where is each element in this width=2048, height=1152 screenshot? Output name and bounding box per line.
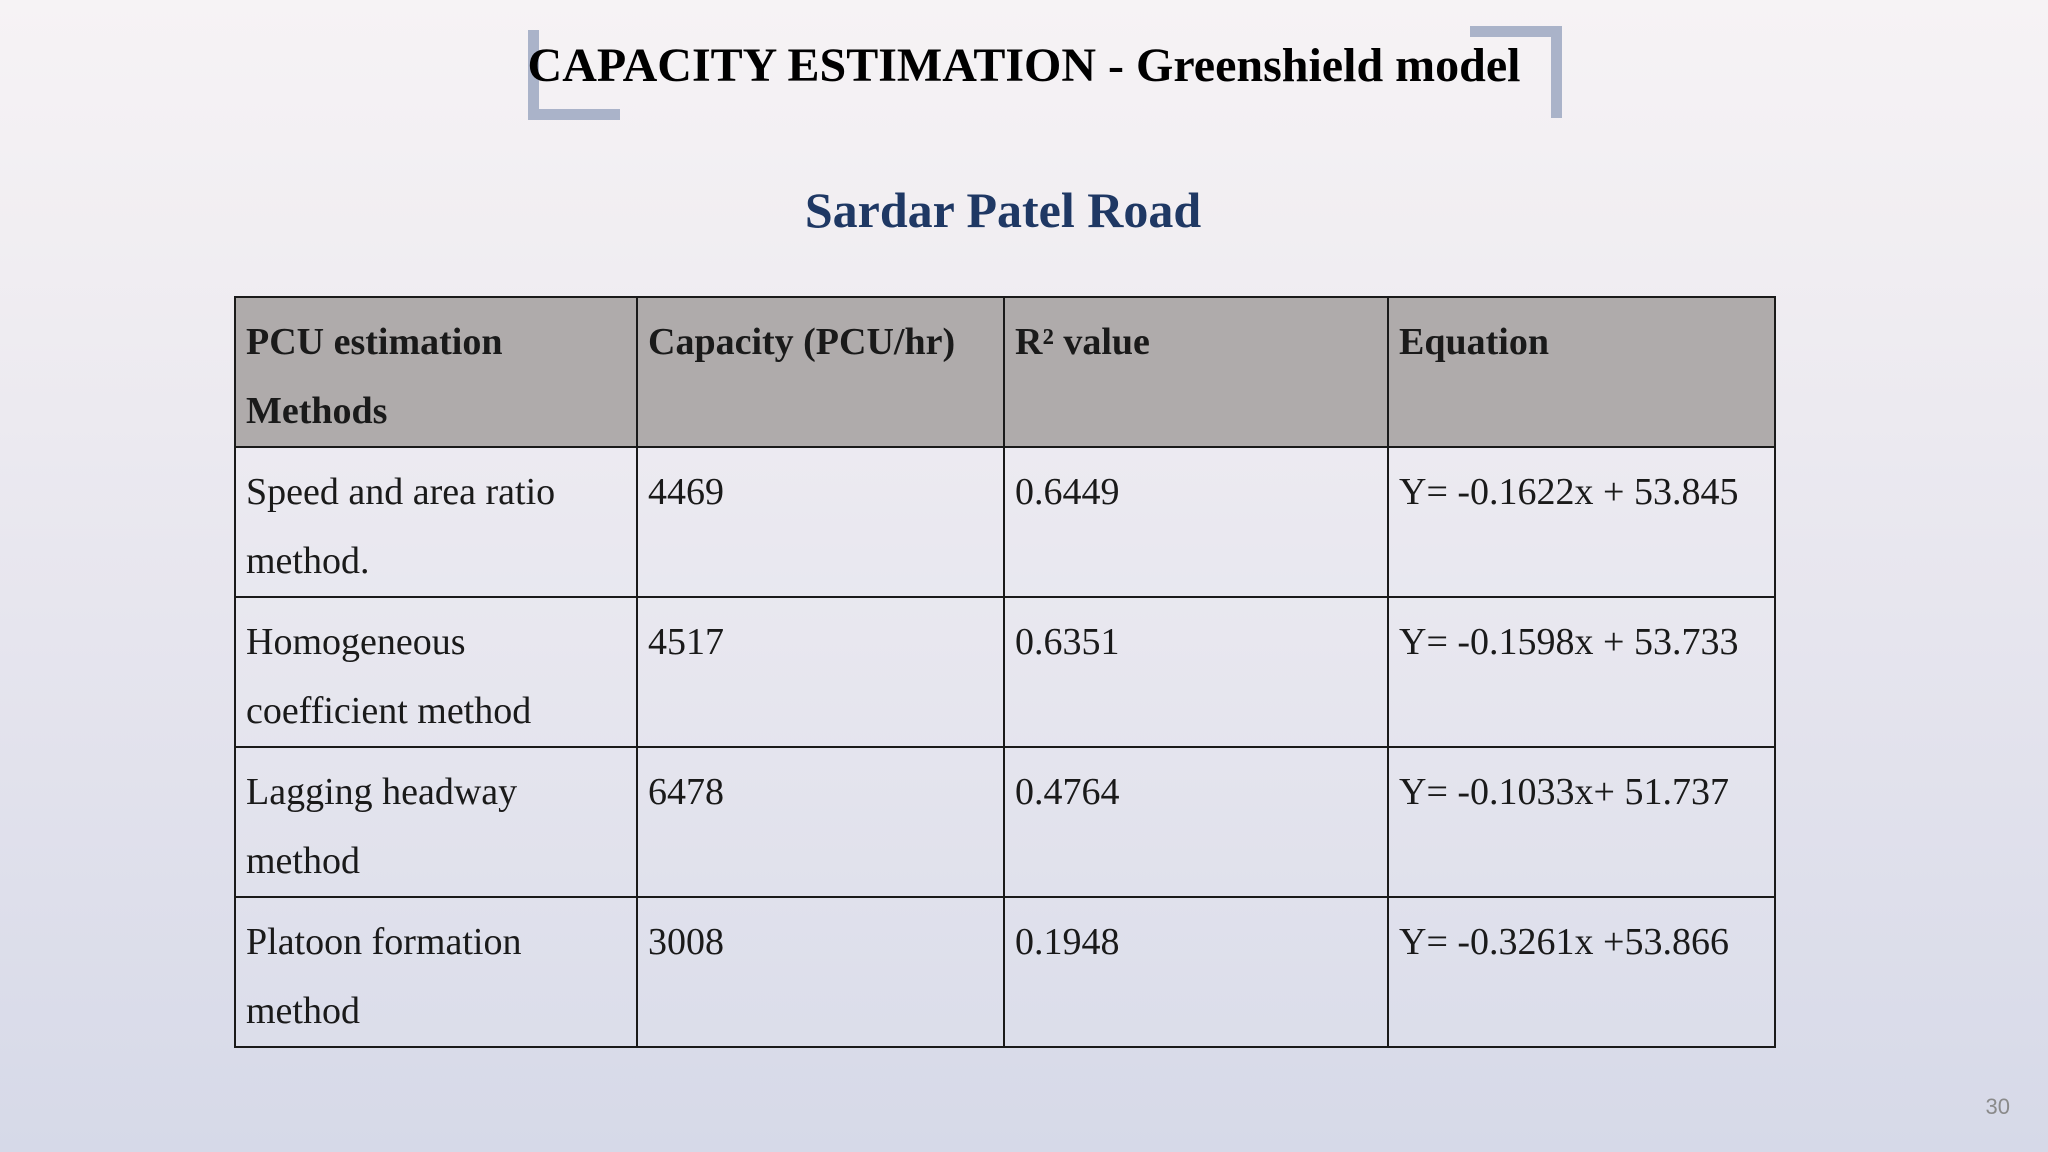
cell-equation: Y= -0.1598x + 53.733 <box>1388 597 1775 747</box>
cell-method: Homogeneous coefficient method <box>235 597 637 747</box>
page-number: 30 <box>1985 1094 2010 1119</box>
table-row <box>235 747 1775 897</box>
cell-equation: Y= -0.1622x + 53.845 <box>1388 447 1775 597</box>
table-row <box>235 897 1775 1047</box>
table-row <box>235 597 1775 747</box>
cell-method: Speed and area ratio method. <box>235 447 637 597</box>
header-r2-value: R² value <box>1004 297 1388 447</box>
cell-method: Lagging headway method <box>235 747 637 897</box>
slide-subtitle: Sardar Patel Road <box>804 182 1202 238</box>
cell-capacity: 4469 <box>637 447 1004 597</box>
header-capacity: Capacity (PCU/hr) <box>637 297 1004 447</box>
cell-equation: Y= -0.3261x +53.866 <box>1388 897 1775 1047</box>
cell-method: Platoon formation method <box>235 897 637 1047</box>
cell-r2: 0.6449 <box>1004 447 1388 597</box>
slide-title: CAPACITY ESTIMATION - Greenshield model <box>527 39 1521 92</box>
cell-capacity: 4517 <box>637 597 1004 747</box>
cell-capacity: 3008 <box>637 897 1004 1047</box>
header-equation: Equation <box>1388 297 1775 447</box>
cell-r2: 0.6351 <box>1004 597 1388 747</box>
cell-capacity: 6478 <box>637 747 1004 897</box>
cell-r2: 0.1948 <box>1004 897 1388 1047</box>
cell-r2: 0.4764 <box>1004 747 1388 897</box>
capacity-table <box>234 296 1776 1048</box>
table-header-row <box>235 297 1775 447</box>
table-row <box>235 447 1775 597</box>
header-pcu-methods: PCU estimation Methods <box>235 297 637 447</box>
cell-equation: Y= -0.1033x+ 51.737 <box>1388 747 1775 897</box>
